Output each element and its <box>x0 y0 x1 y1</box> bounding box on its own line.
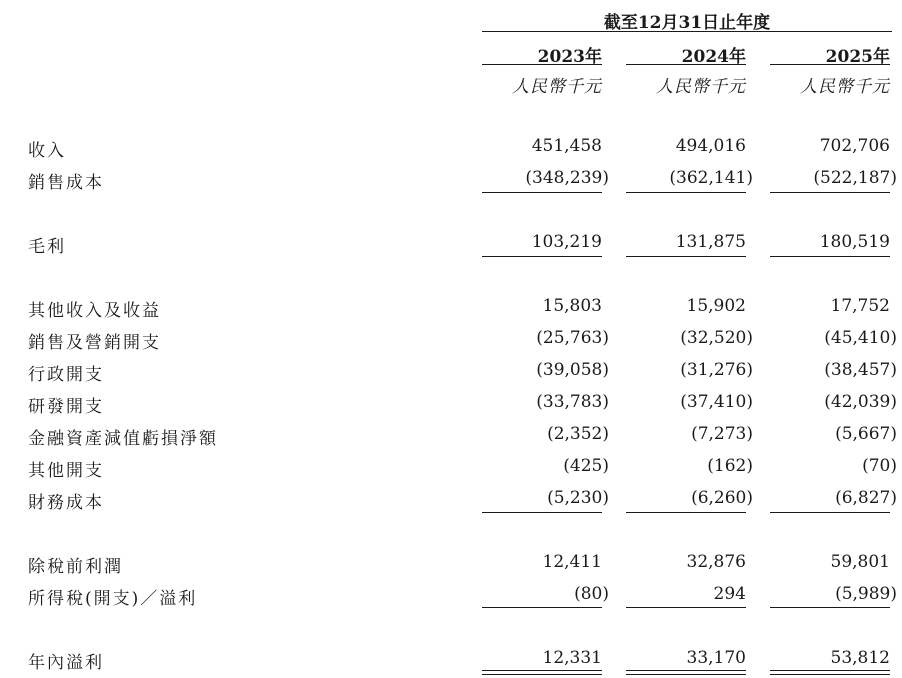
cell-2023: 451,458 <box>531 136 602 156</box>
cell-2023: 15,803 <box>542 296 602 316</box>
row-label: 行政開支 <box>28 365 104 385</box>
cell-2025: (522,187) <box>813 168 897 188</box>
table-row-other-income <box>0 296 902 322</box>
subtotal-rule <box>482 607 602 608</box>
year-underline <box>770 64 890 65</box>
cell-2023: (348,239) <box>525 168 609 188</box>
cell-2025: 53,812 <box>830 648 890 668</box>
table-row-admin-expenses <box>0 360 902 386</box>
row-label: 年內溢利 <box>28 653 104 673</box>
cell-2024: 294 <box>713 584 746 604</box>
subtotal-rule <box>482 512 602 513</box>
cell-2025: (5,667) <box>835 424 897 444</box>
unit-label: 人民幣千元 <box>512 77 602 97</box>
cell-2025: 59,801 <box>830 552 890 572</box>
cell-2024: (6,260) <box>691 488 753 508</box>
table-row-income-tax <box>0 584 902 610</box>
cell-2024: 15,902 <box>686 296 746 316</box>
subtotal-rule <box>770 607 890 608</box>
cell-2024: (162) <box>707 456 753 476</box>
year-underline <box>626 64 746 65</box>
cell-2024: (362,141) <box>669 168 753 188</box>
total-double-rule <box>626 670 746 675</box>
year-header-2025: 2025年 <box>825 47 890 67</box>
subtotal-rule <box>770 512 890 513</box>
cell-2025: 702,706 <box>819 136 890 156</box>
period-heading: 截至12月31日止年度 <box>603 13 771 33</box>
cell-2023: (5,230) <box>547 488 609 508</box>
cell-2023: (25,763) <box>536 328 609 348</box>
cell-2024: 494,016 <box>675 136 746 156</box>
period-underline <box>482 31 892 32</box>
row-label: 其他開支 <box>28 461 104 481</box>
cell-2024: 131,875 <box>675 232 746 252</box>
subtotal-rule <box>626 607 746 608</box>
total-double-rule <box>482 670 602 675</box>
total-double-rule <box>770 670 890 675</box>
cell-2025: (38,457) <box>824 360 897 380</box>
table-row-profit-before-tax <box>0 552 902 578</box>
cell-2024: 33,170 <box>686 648 746 668</box>
cell-2025: (5,989) <box>835 584 897 604</box>
row-label: 收入 <box>28 141 66 161</box>
cell-2023: 12,331 <box>542 648 602 668</box>
year-header-2023: 2023年 <box>537 47 602 67</box>
subtotal-rule <box>770 192 890 193</box>
row-label: 研發開支 <box>28 397 104 417</box>
row-label: 所得稅(開支)／溢利 <box>28 589 198 609</box>
cell-2025: (42,039) <box>824 392 897 412</box>
subtotal-rule <box>482 256 602 257</box>
cell-2025: 180,519 <box>819 232 890 252</box>
row-label: 毛利 <box>28 237 66 257</box>
table-row-finance-costs <box>0 488 902 514</box>
cell-2023: (425) <box>563 456 609 476</box>
row-label: 除稅前利潤 <box>28 557 123 577</box>
table-row-gross-profit <box>0 232 902 258</box>
cell-2024: 32,876 <box>686 552 746 572</box>
year-underline <box>482 64 602 65</box>
cell-2024: (31,276) <box>680 360 753 380</box>
table-row-other-expenses <box>0 456 902 482</box>
table-row-rd-expenses <box>0 392 902 418</box>
row-label: 財務成本 <box>28 493 104 513</box>
table-row-profit-for-year <box>0 648 902 674</box>
subtotal-rule <box>626 256 746 257</box>
cell-2024: (7,273) <box>691 424 753 444</box>
year-header-2024: 2024年 <box>681 47 746 67</box>
row-label: 銷售及營銷開支 <box>28 333 161 353</box>
row-label: 銷售成本 <box>28 173 104 193</box>
row-label: 金融資產減值虧損淨額 <box>28 429 218 449</box>
cell-2025: (6,827) <box>835 488 897 508</box>
cell-2025: (70) <box>862 456 897 476</box>
cell-2024: (32,520) <box>680 328 753 348</box>
cell-2024: (37,410) <box>680 392 753 412</box>
cell-2023: 103,219 <box>531 232 602 252</box>
row-label: 其他收入及收益 <box>28 301 161 321</box>
cell-2023: (39,058) <box>536 360 609 380</box>
unit-label: 人民幣千元 <box>656 77 746 97</box>
subtotal-rule <box>626 192 746 193</box>
cell-2023: (80) <box>574 584 609 604</box>
subtotal-rule <box>626 512 746 513</box>
cell-2023: 12,411 <box>542 552 602 572</box>
cell-2025: 17,752 <box>830 296 890 316</box>
subtotal-rule <box>770 256 890 257</box>
table-row-cost-of-sales <box>0 168 902 194</box>
cell-2023: (2,352) <box>547 424 609 444</box>
unit-label: 人民幣千元 <box>800 77 890 97</box>
table-row-revenue <box>0 136 902 162</box>
table-row-selling-expenses <box>0 328 902 354</box>
subtotal-rule <box>482 192 602 193</box>
cell-2025: (45,410) <box>824 328 897 348</box>
cell-2023: (33,783) <box>536 392 609 412</box>
table-row-impairment-losses <box>0 424 902 450</box>
